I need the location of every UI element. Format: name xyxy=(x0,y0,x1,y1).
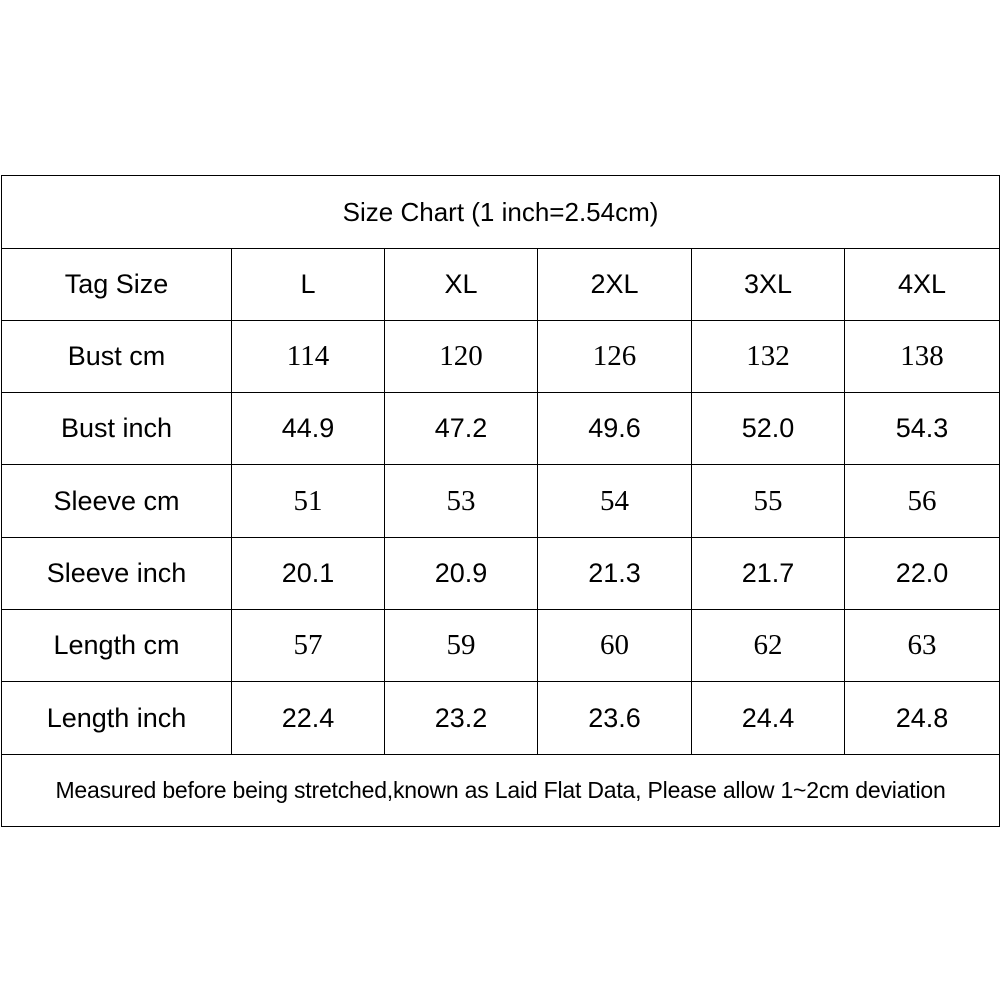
row-label: Length inch xyxy=(2,682,232,755)
size-header: XL xyxy=(385,249,538,321)
table-cell: 24.8 xyxy=(845,682,1000,755)
table-cell: 47.2 xyxy=(385,393,538,465)
table-row xyxy=(2,538,1000,610)
table-cell: 21.3 xyxy=(538,538,692,610)
table-cell: 120 xyxy=(385,321,538,393)
size-header: L xyxy=(232,249,385,321)
table-cell: 21.7 xyxy=(692,538,845,610)
header-label: Tag Size xyxy=(2,249,232,321)
table-cell: 59 xyxy=(385,610,538,682)
table-cell: 54 xyxy=(538,465,692,538)
table-cell: 57 xyxy=(232,610,385,682)
table-cell: 126 xyxy=(538,321,692,393)
size-header: 4XL xyxy=(845,249,1000,321)
size-header: 3XL xyxy=(692,249,845,321)
row-label: Sleeve cm xyxy=(2,465,232,538)
table-title: Size Chart (1 inch=2.54cm) xyxy=(2,176,1000,249)
table-cell: 23.6 xyxy=(538,682,692,755)
table-row xyxy=(2,682,1000,755)
row-label: Bust inch xyxy=(2,393,232,465)
measurement-note: Measured before being stretched,known as Laid Flat Data, Please allow 1~2cm deviation xyxy=(2,755,1000,827)
table-cell: 20.9 xyxy=(385,538,538,610)
table-cell: 132 xyxy=(692,321,845,393)
table-cell: 62 xyxy=(692,610,845,682)
table-row xyxy=(2,465,1000,538)
header-row xyxy=(2,249,1000,321)
table-cell: 51 xyxy=(232,465,385,538)
table-row xyxy=(2,393,1000,465)
table-cell: 60 xyxy=(538,610,692,682)
row-label: Bust cm xyxy=(2,321,232,393)
table-cell: 63 xyxy=(845,610,1000,682)
table-cell: 52.0 xyxy=(692,393,845,465)
table-cell: 22.4 xyxy=(232,682,385,755)
table-cell: 55 xyxy=(692,465,845,538)
row-label: Length cm xyxy=(2,610,232,682)
table-cell: 49.6 xyxy=(538,393,692,465)
table-cell: 114 xyxy=(232,321,385,393)
table-cell: 24.4 xyxy=(692,682,845,755)
size-chart-table xyxy=(1,175,1000,827)
table-cell: 20.1 xyxy=(232,538,385,610)
table-cell: 138 xyxy=(845,321,1000,393)
size-header: 2XL xyxy=(538,249,692,321)
table-cell: 53 xyxy=(385,465,538,538)
row-label: Sleeve inch xyxy=(2,538,232,610)
table-row xyxy=(2,321,1000,393)
table-cell: 56 xyxy=(845,465,1000,538)
table-cell: 22.0 xyxy=(845,538,1000,610)
table-cell: 54.3 xyxy=(845,393,1000,465)
table-cell: 23.2 xyxy=(385,682,538,755)
table-row xyxy=(2,610,1000,682)
title-row xyxy=(2,176,1000,249)
table-cell: 44.9 xyxy=(232,393,385,465)
note-row xyxy=(2,755,1000,827)
